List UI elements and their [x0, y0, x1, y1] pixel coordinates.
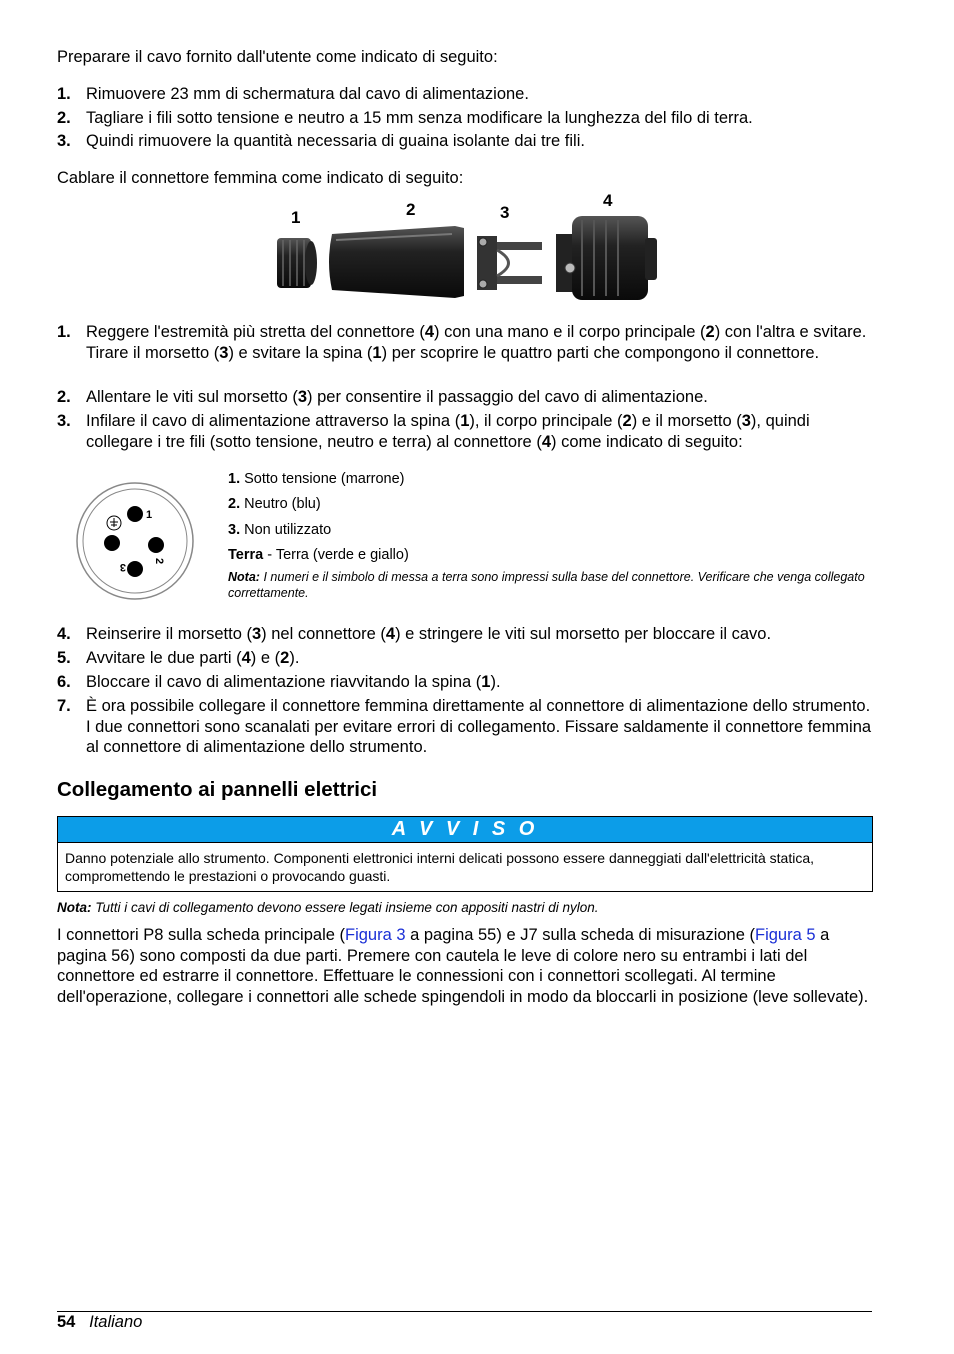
part-number-ref: 1: [460, 412, 470, 430]
figure-5-link[interactable]: Figura 5: [754, 926, 816, 944]
list-item: 3. Infilare il cavo di alimentazione attraverso la spina (1), il corpo principale (2) e il morsetto (3), quindi collegare i tre fili (sotto tensione, neutro e terra) al connettore (4) come indicato di seguito:: [57, 411, 872, 452]
list-item: 1. Rimuovere 23 mm di schermatura dal cavo di alimentazione.: [57, 85, 529, 103]
part-number-ref: 3: [297, 388, 308, 406]
ground-symbol-icon: [107, 516, 121, 530]
step-text: Reinserire il morsetto (3) nel connettore (4) e stringere le viti sul morsetto per bloccare il cavo.: [86, 625, 772, 643]
step-text: Allentare le viti sul morsetto (3) per consentire il passaggio del cavo di alimentazione.: [86, 388, 708, 406]
wiring-steps-list-b: [57, 624, 872, 758]
figure-3-link[interactable]: Figura 3: [345, 926, 406, 944]
cable-steps-list: [57, 84, 872, 152]
step-text: Avvitare le due parti (4) e (2).: [86, 649, 300, 667]
legend-item: Terra - Terra (verde e giallo): [228, 546, 409, 563]
pin-label-2: 2: [153, 558, 165, 565]
pin-layout-diagram: [72, 478, 202, 604]
notice-title: A V V I S O: [58, 817, 872, 842]
list-item: 3. Quindi rimuovere la quantità necessaria di guaina isolante dai tre fili.: [57, 132, 585, 150]
pin-3: [127, 561, 143, 577]
pin-legend: [228, 470, 873, 601]
connectors-paragraph: I connettori P8 sulla scheda principale (Figura 3 a pagina 55) e J7 sulla scheda di misurazione (Figura 5 a pagina 56) sono composti da due parti. Premere con cautela le leve di colore nero su entrambi i lati del connettore ed estrarre il connettore. Effettuare le connessioni con i connettori scollegati. Al termine dell'operazione, collegare i connettori alle schede spingendoli in modo da bloccarli in posizione (leve sollevate).: [57, 926, 869, 1006]
pin-2: [148, 537, 164, 553]
part-number-ref: 3: [219, 343, 229, 362]
page-number: 54: [57, 1313, 76, 1331]
pin-1: [127, 506, 143, 522]
step-text: È ora possibile collegare il connettore femmina direttamente al connettore di alimentazione dello strumento. I due connettori sono scanalati per evitare errori di collegamento. Fissare saldamente il connettore femmina al connettore di alimentazione dello strumento.: [86, 697, 872, 756]
notice-text: Danno potenziale allo strumento. Componenti elettronici interni delicati possono essere danneggiati dall'elettricità statica, compromettendo le prestazioni o provocando guasti.: [58, 842, 872, 891]
female-connector-part: [556, 216, 657, 300]
connector-parts-illustration: [270, 190, 660, 302]
part-number-ref: 1: [481, 673, 491, 691]
pin-label-3: 3: [119, 561, 126, 573]
part-number-ref: 3: [251, 625, 262, 643]
part-number-ref: 2: [280, 649, 290, 667]
footer-divider: [57, 1311, 872, 1312]
part-label-2: 2: [406, 200, 416, 219]
connector-body-part: [329, 226, 464, 298]
cable-clamp-part: [477, 236, 542, 290]
part-label-1: 1: [291, 208, 301, 227]
wiring-steps-list-a: [57, 322, 872, 452]
part-number-ref: 4: [385, 625, 396, 643]
intro-connector-text: Cablare il connettore femmina come indicato di seguito:: [57, 169, 464, 187]
part-number-ref: 2: [622, 412, 632, 430]
list-item: 2. Tagliare i fili sotto tensione e neutro a 15 mm senza modificare la lunghezza del filo di terra.: [57, 108, 753, 127]
part-number-ref: 4: [424, 323, 435, 341]
part-label-3: 3: [500, 203, 510, 222]
intro-cable-text: Preparare il cavo fornito dall'utente come indicato di seguito:: [57, 48, 498, 66]
legend-item: 2. Neutro (blu): [228, 496, 321, 513]
gland-nut-part: [277, 238, 317, 288]
list-item: 6. Bloccare il cavo di alimentazione riavvitando la spina (1).: [57, 672, 872, 696]
legend-note: Nota: I numeri e il simbolo di messa a terra sono impressi sulla base del connettore. Verificare che venga collegato correttamente.: [228, 569, 865, 600]
list-item: 5. Avvitare le due parti (4) e (2).: [57, 648, 872, 672]
footer-language: Italiano: [89, 1313, 143, 1331]
cable-tie-note: Nota: Tutti i cavi di collegamento devono essere legati insieme con appositi nastri di nylon.: [57, 900, 599, 915]
part-number-ref: 4: [541, 432, 551, 451]
step-text: Infilare il cavo di alimentazione attraverso la spina (1), il corpo principale (2) e il morsetto (3), quindi collegare i tre fili (sotto tensione, neutro e terra) al connettore (4) come indicato di seguito:: [86, 412, 810, 451]
legend-item: 3. Non utilizzato: [228, 521, 332, 538]
legend-item: 1. Sotto tensione (marrone): [228, 471, 405, 487]
part-number-ref: 3: [741, 412, 751, 430]
part-number-ref: 4: [241, 649, 251, 667]
part-number-ref: 1: [372, 343, 382, 362]
pin-label-1: 1: [146, 509, 153, 521]
list-item: 2. Allentare le viti sul morsetto (3) per consentire il passaggio del cavo di alimentazione.: [57, 387, 872, 411]
step-text: Bloccare il cavo di alimentazione riavvitando la spina (1).: [86, 673, 501, 691]
page-footer: [57, 1313, 142, 1332]
section-heading: Collegamento ai pannelli elettrici: [57, 778, 378, 801]
part-number-ref: 2: [705, 323, 715, 341]
list-item: 4. Reinserire il morsetto (3) nel connettore (4) e stringere le viti sul morsetto per bloccare il cavo.: [57, 624, 872, 648]
notice-box: [57, 816, 873, 892]
connector-parts-figure: [270, 190, 660, 302]
part-label-4: 4: [603, 191, 613, 210]
pin-ground: [104, 535, 120, 551]
list-item: 1. Reggere l'estremità più stretta del connettore (4) con una mano e il corpo principale (2) con l'altra e svitare. Tirare il morsetto (3) e svitare la spina (1) per scoprire le quattro parti che compongono il connettore.: [57, 322, 872, 387]
step-text: Reggere l'estremità più stretta del connettore (4) con una mano e il corpo principale (2) con l'altra e svitare. Tirare il morsetto (3) e svitare la spina (1) per scoprire le quattro parti che compongono il connettore.: [86, 323, 867, 362]
list-item: 7. È ora possibile collegare il connettore femmina direttamente al connettore di alimentazione dello strumento. I due connettori sono scanalati per evitare errori di collegamento. Fissare saldamente il connettore femmina al connettore di alimentazione dello strumento.: [57, 697, 872, 756]
